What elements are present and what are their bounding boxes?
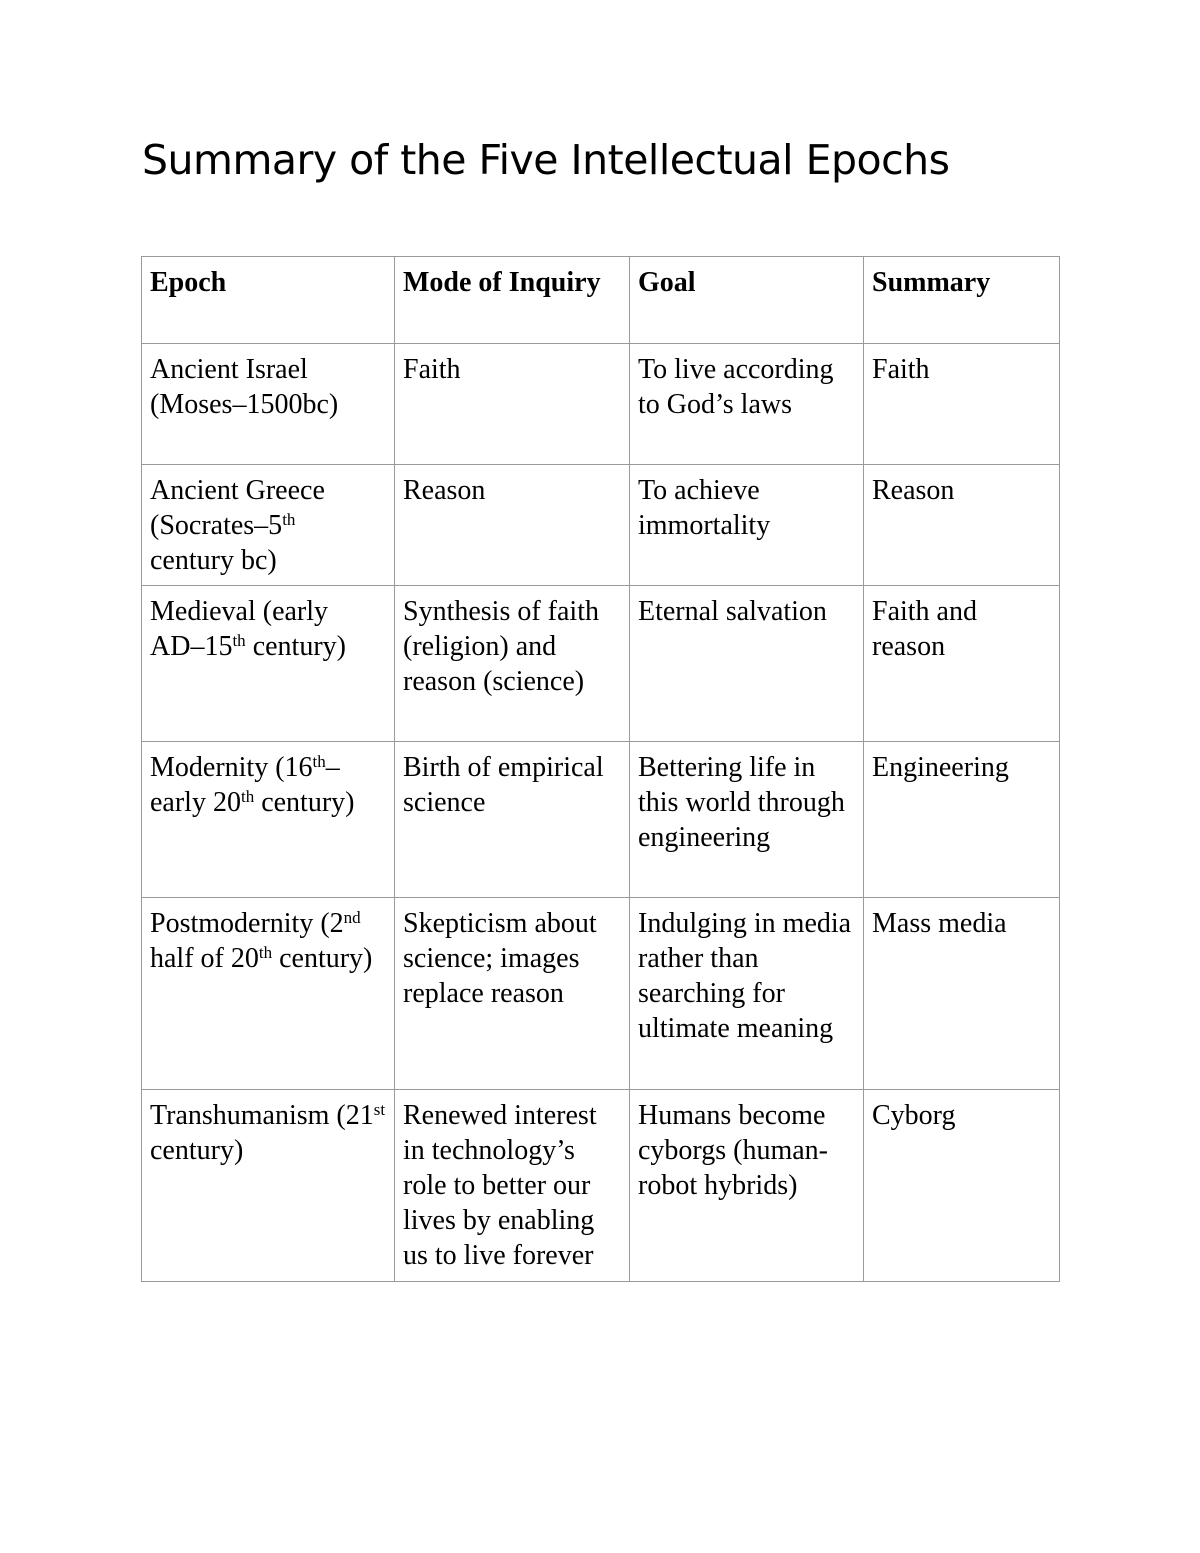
goal-cell: Eternal salvation [630, 586, 864, 742]
epoch-text: – early 20 [150, 752, 340, 818]
ordinal-suffix: st [373, 1100, 386, 1119]
table-row [142, 344, 1060, 465]
summary-cell: Engineering [864, 742, 1060, 898]
ordinal-suffix: th [282, 510, 296, 529]
goal-cell: Bettering life in this world through engineering [630, 742, 864, 898]
epoch-cell [142, 1090, 395, 1282]
ordinal-suffix: nd [343, 908, 361, 927]
goal-cell: To achieve immortality [630, 465, 864, 586]
goal-cell: Humans become cyborgs (human-robot hybrids) [630, 1090, 864, 1282]
table-row [142, 1090, 1060, 1282]
epoch-text: century bc) [150, 545, 277, 576]
goal-cell: To live according to God’s laws [630, 344, 864, 465]
summary-cell: Cyborg [864, 1090, 1060, 1282]
epoch-text: century) [254, 787, 355, 818]
epoch-cell [142, 742, 395, 898]
summary-cell: Reason [864, 465, 1060, 586]
mode-cell: Synthesis of faith (religion) and reason (science) [395, 586, 630, 742]
epoch-text: century) [272, 943, 373, 974]
mode-cell: Birth of empirical science [395, 742, 630, 898]
summary-cell: Faith [864, 344, 1060, 465]
mode-cell: Reason [395, 465, 630, 586]
table-row [142, 898, 1060, 1090]
table-header-row [142, 257, 1060, 344]
header-goal: Goal [630, 257, 864, 344]
header-summary: Summary [864, 257, 1060, 344]
epoch-cell [142, 465, 395, 586]
epoch-text: Medieval (early AD–15 [150, 596, 329, 662]
goal-cell: Indulging in media rather than searching for ultimate meaning [630, 898, 864, 1090]
epoch-text: Ancient Israel [150, 354, 308, 385]
ordinal-suffix: th [312, 752, 326, 771]
epoch-text: Transhumanism (21 [150, 1100, 374, 1131]
epoch-cell [142, 344, 395, 465]
table-row [142, 465, 1060, 586]
mode-cell: Skepticism about science; images replace reason [395, 898, 630, 1090]
ordinal-suffix: th [232, 631, 246, 650]
epoch-text: Modernity (16 [150, 752, 313, 783]
mode-cell: Renewed interest in technology’s role to better our lives by enabling us to live forever [395, 1090, 630, 1282]
table-row [142, 586, 1060, 742]
epoch-cell [142, 898, 395, 1090]
epoch-text: (Moses–1500bc) [150, 389, 339, 420]
page-title: Summary of the Five Intellectual Epochs [142, 136, 950, 184]
summary-cell: Faith and reason [864, 586, 1060, 742]
mode-cell: Faith [395, 344, 630, 465]
epoch-text: half of 20 [150, 943, 259, 974]
epoch-text: Ancient Greece (Socrates–5 [150, 475, 325, 541]
header-mode-of-inquiry: Mode of Inquiry [395, 257, 630, 344]
table-row [142, 742, 1060, 898]
header-epoch: Epoch [142, 257, 395, 344]
ordinal-suffix: th [240, 787, 255, 806]
epoch-text: Postmodernity (2 [150, 908, 344, 939]
epoch-text: century) [150, 1135, 244, 1166]
epoch-cell [142, 586, 395, 742]
summary-cell: Mass media [864, 898, 1060, 1090]
epochs-table [141, 256, 1060, 1282]
ordinal-suffix: th [258, 943, 273, 962]
epoch-text: century) [245, 631, 346, 662]
